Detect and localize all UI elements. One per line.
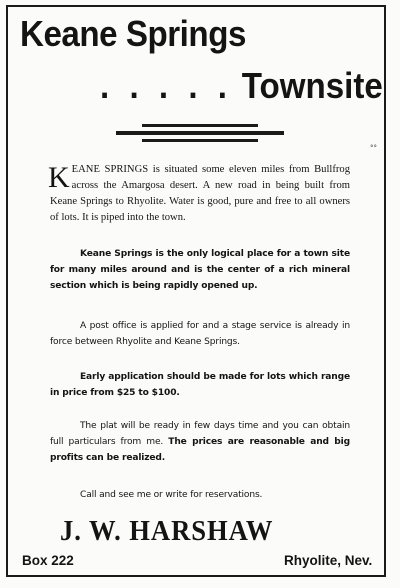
plat-text: The plat will be ready in few days time and you can obtain full particulars from me. [50,421,350,447]
ad-title-dots: . . . . . [100,65,233,106]
profits-text: The prices are reasonable and big profits can be realized. [50,437,350,463]
print-speck: °° [370,144,377,152]
ornamental-rule-top [142,124,258,127]
advertiser-name: J. W. HARSHAW [60,516,274,547]
paragraph-early-application: Early application should be made for lots which range in price from $25 to $100. [50,372,350,398]
ad-title-line2: Townsite [241,65,383,106]
box-number: Box 222 [22,553,74,568]
ad-title-line2-container [100,64,383,108]
intro-paragraph [50,162,350,226]
intro-dropcap: K [48,161,70,194]
ornamental-rule-bottom [142,139,258,142]
ad-title-line1: Keane Springs [20,13,246,54]
town-address: Rhyolite, Nev. [284,553,373,568]
paragraph-plat [50,418,350,466]
paragraph-post-office: A post office is applied for and a stage service is already in force between Rhyolite and Keane Springs. [50,321,350,347]
intro-text: EANE SPRINGS is situated some eleven miles from Bullfrog across the Amargosa desert. A new road in being built from Keane Springs to Rhyolite. Water is good, pure and free to all owners of lots. It is piped into the town. [50,164,350,223]
paragraph-logical-place: Keane Springs is the only logical place for a town site for many miles around and is the center of a rich mineral section which is being rapidly opened up. [50,249,350,291]
ornamental-rule-middle [116,131,284,135]
paragraph-call: Call and see me or write for reservations. [80,490,263,500]
